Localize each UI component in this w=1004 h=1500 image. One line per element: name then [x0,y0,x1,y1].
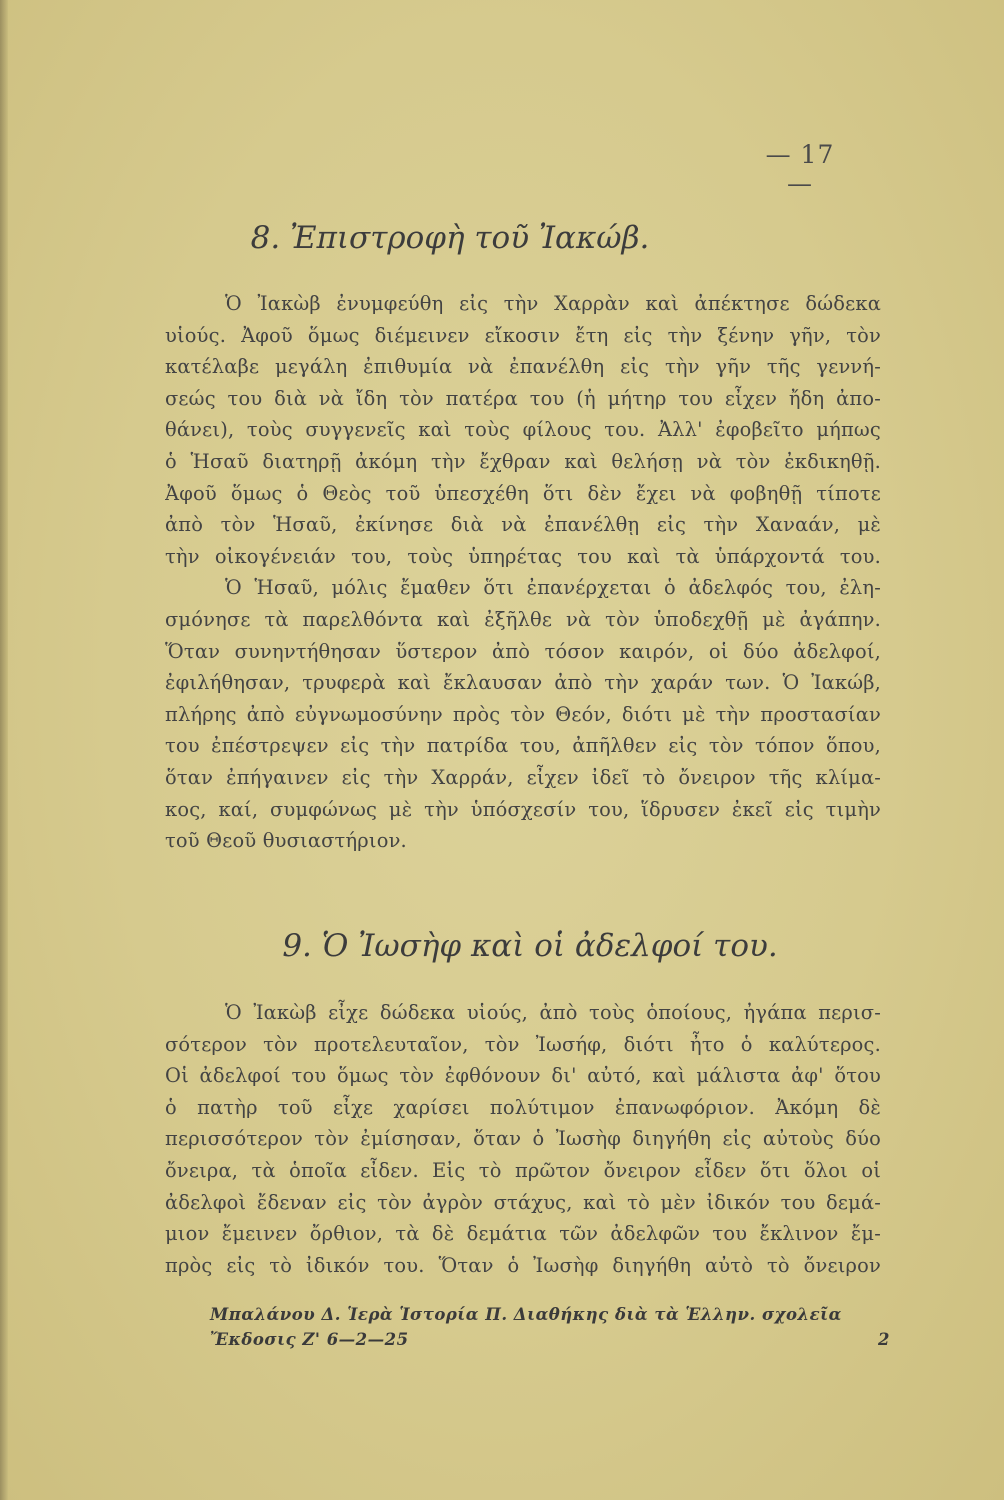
text-line: Ἀφοῦ ὅμως ὁ Θεὸς τοῦ ὑπεσχέθη ὅτι δὲν ἔχει νὰ φοβηθῇ τίποτε [165,481,881,505]
footer-edition: Ἔκδοσις Ζ' 6—2—25 [210,1330,409,1349]
text-line: ἀδελφοὶ ἔδεναν εἰς τὸν ἀγρὸν στάχυς, καὶ τὸ μὲν ἰδικόν του δεμά- [165,1190,881,1214]
text-line: ἀπὸ τὸν Ἡσαῦ, ἐκίνησε διὰ νὰ ἐπανέλθῃ εἰς τὴν Χαναάν, μὲ [165,513,881,537]
text-line: Ὁ Ἰακὼβ ἐνυμφεύθη εἰς τὴν Χαρρὰν καὶ ἀπέκτησε δώδεκα [225,292,881,315]
footer-book-title: Μπαλάνου Δ. Ἱερὰ Ἱστορία Π. Διαθήκης διὰ τὰ Ἑλλην. σχολεῖα [210,1305,842,1324]
printer-footer [210,1302,890,1352]
text-line: Ὁ Ἡσαῦ, μόλις ἔμαθεν ὅτι ἐπανέρχεται ὁ ἀδελφός του, ἐλη- [225,576,881,600]
footer-edition-row [210,1327,890,1352]
text-line: πρὸς εἰς τὸ ἰδικόν του. Ὅταν ὁ Ἰωσὴφ διηγήθη αὐτὸ τὸ ὄνειρον [165,1253,881,1277]
section-heading-joseph-and-brothers: 9. Ὁ Ἰωσὴφ καὶ οἱ ἀδελφοί του. [282,928,778,964]
text-line: περισσότερον τὸν ἐμίσησαν, ὅταν ὁ Ἰωσὴφ διηγήθη εἰς αὐτοὺς δύο [165,1127,881,1151]
section-heading-return-of-jacob: 8. Ἐπιστροφὴ τοῦ Ἰακώβ. [250,220,650,256]
text-line: ἐφιλήθησαν, τρυφερὰ καὶ ἔκλαυσαν ἀπὸ τὴν χαράν των. Ὁ Ἰακώβ, [165,671,881,695]
text-line: του ἐπέστρεψεν εἰς τὴν πατρίδα του, ἀπῆλθεν εἰς τὸν τόπον ὅπου, [165,734,881,758]
text-line: Ὅταν συνηντήθησαν ὕστερον ἀπὸ τόσον καιρόν, οἱ δύο ἀδελφοί, [165,639,881,663]
text-line: θάνει), τοὺς συγγενεῖς καὶ τοὺς φίλους του. Ἀλλ' ἐφοβεῖτο μήπως [165,418,881,442]
text-line: σεώς του διὰ νὰ ἴδη τὸν πατέρα του (ἡ μήτηρ του εἶχεν ἤδη ἀπο- [165,386,881,410]
section-text-return-of-jacob [165,288,881,857]
text-line: ὁ πατὴρ τοῦ εἶχε χαρίσει πολύτιμον ἐπανωφόριον. Ἀκόμη δὲ [165,1095,881,1119]
text-line: Οἱ ἀδελφοί του ὅμως τὸν ἐφθόνουν δι' αὐτό, καὶ μάλιστα ἀφ' ὅτου [165,1064,881,1088]
text-line: τὴν οἰκογένειάν του, τοὺς ὑπηρέτας του καὶ τὰ ὑπάρχοντά του. [165,544,881,568]
page-edge-shadow [0,0,8,1500]
text-line: σότερον τὸν προτελευταῖον, τὸν Ἰωσήφ, διότι ἦτο ὁ καλύτερος. [165,1032,881,1056]
text-line: ὅταν ἐπήγαινεν εἰς τὴν Χαρράν, εἶχεν ἰδεῖ τὸ ὄνειρον τῆς κλίμα- [165,765,881,789]
text-line: κος, καί, συμφώνως μὲ τὴν ὑπόσχεσίν του, ἵδρυσεν ἐκεῖ εἰς τιμὴν [165,797,881,821]
text-line: τοῦ Θεοῦ θυσιαστήριον. [165,829,407,853]
section-text-joseph-and-brothers [165,997,881,1281]
text-line: ὁ Ἡσαῦ διατηρῇ ἀκόμη τὴν ἔχθραν καὶ θελήσῃ νὰ τὸν ἐκδικηθῇ. [165,449,881,473]
text-line: πλήρης ἀπὸ εὐγνωμοσύνην πρὸς τὸν Θεόν, διότι μὲ τὴν προστασίαν [165,702,881,726]
text-line: κατέλαβε μεγάλη ἐπιθυμία νὰ ἐπανέλθη εἰς τὴν γῆν τῆς γεννή- [165,355,881,379]
text-line: ὄνειρα, τὰ ὁποῖα εἶδεν. Εἰς τὸ πρῶτον ὄνειρον εἶδεν ὅτι ὅλοι οἱ [165,1158,881,1182]
text-line: μιον ἔμεινεν ὄρθιον, τὰ δὲ δεμάτια τῶν ἀδελφῶν του ἔκλινον ἔμ- [165,1222,881,1246]
footer-sheet-number: 2 [878,1330,890,1349]
text-line: σμόνησε τὰ παρελθόντα καὶ ἐξῆλθε νὰ τὸν ὑποδεχθῇ μὲ ἀγάπην. [165,607,881,631]
text-line: Ὁ Ἰακὼβ εἶχε δώδεκα υἱούς, ἀπὸ τοὺς ὁποίους, ἠγάπα περισ- [225,1001,881,1024]
text-line: υἱούς. Ἀφοῦ ὅμως διέμεινεν εἴκοσιν ἔτη εἰς τὴν ξένην γῆν, τὸν [165,323,881,347]
page-number: — 17 — [765,140,835,198]
